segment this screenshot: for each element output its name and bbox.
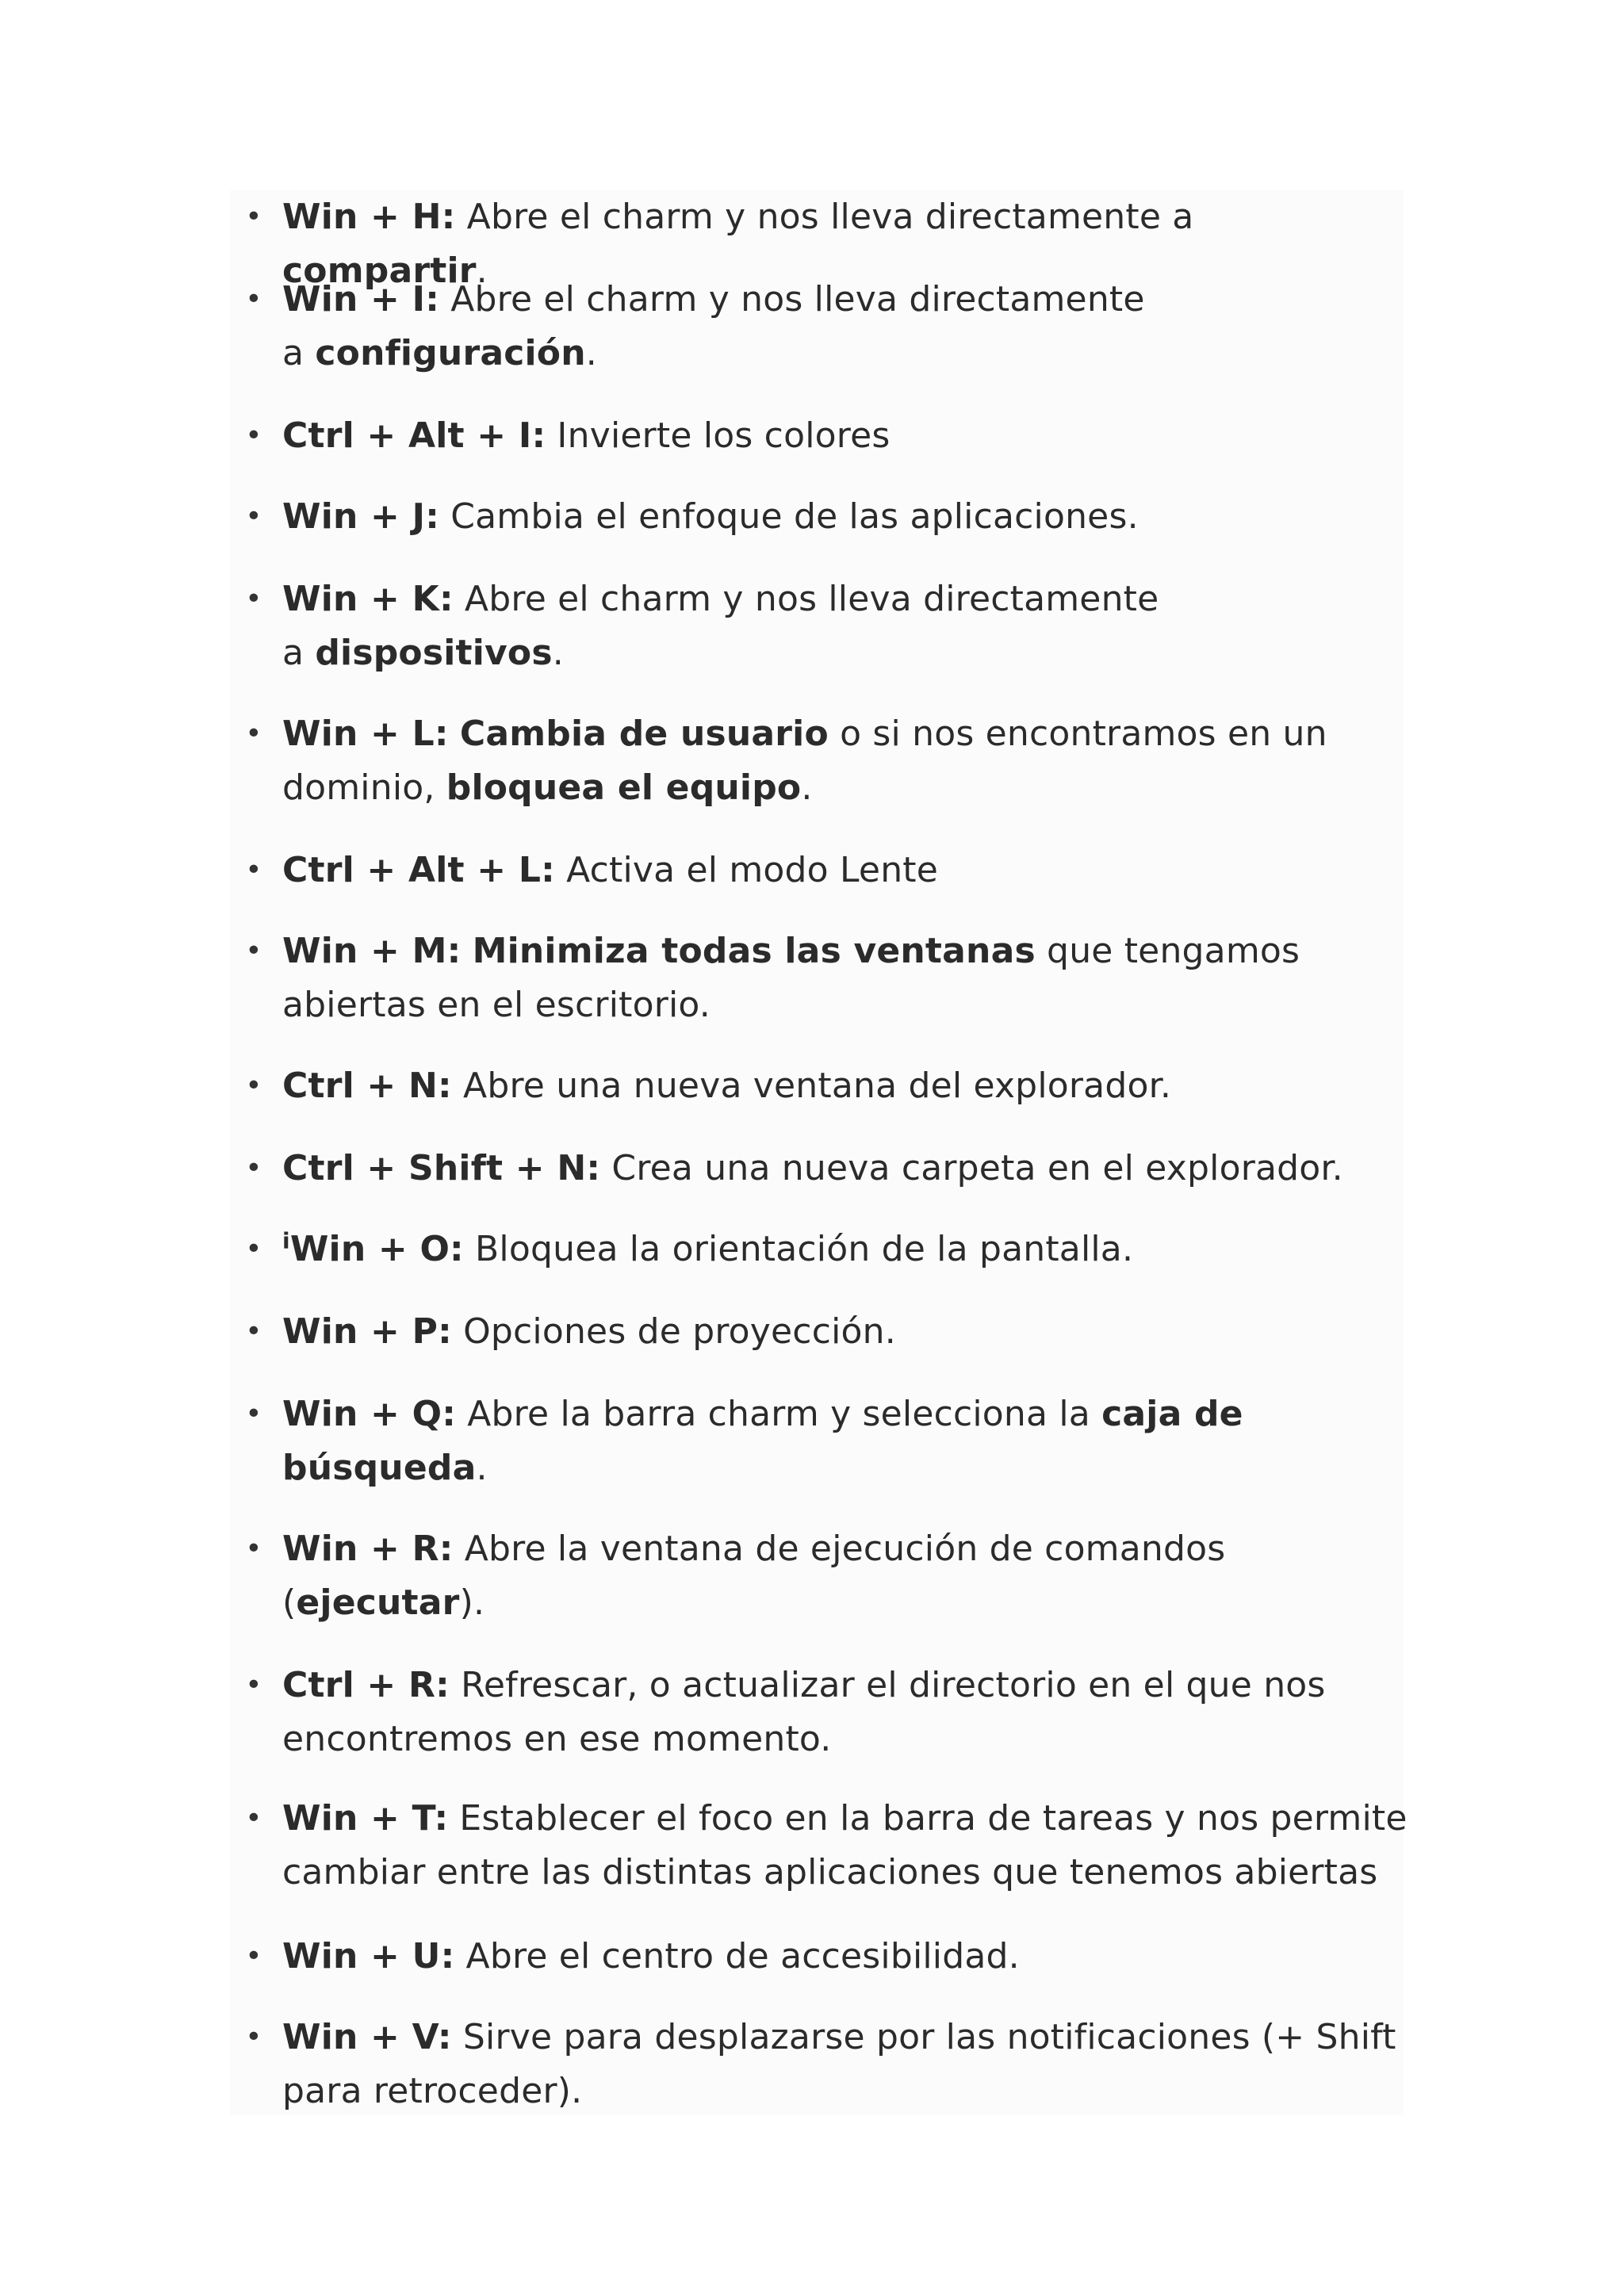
- description-text: Abre el centro de accesibilidad.: [454, 1936, 1020, 1976]
- bullet-icon: •: [245, 1669, 262, 1701]
- shortcut-keys: Win + P:: [282, 1311, 452, 1352]
- bullet-icon: •: [245, 2021, 262, 2053]
- description-text: Cambia el enfoque de las aplicaciones.: [439, 496, 1139, 537]
- emphasis-text: dispositivos: [315, 633, 553, 673]
- shortcut-text: [282, 1142, 1408, 1196]
- shortcut-text: [282, 409, 1408, 463]
- shortcut-text: [282, 273, 1408, 381]
- description-text: Abre la barra charm y selecciona la: [456, 1394, 1102, 1434]
- description-text: a: [282, 333, 316, 373]
- shortcut-text: [282, 2011, 1408, 2118]
- description-text: a: [282, 633, 316, 673]
- shortcut-text: [282, 707, 1408, 815]
- shortcut-text: [282, 1659, 1408, 1766]
- footnote-mark: i: [282, 1227, 290, 1254]
- description-text: para retroceder).: [282, 2071, 583, 2111]
- description-text: [449, 714, 460, 754]
- shortcut-keys: Win + Q:: [282, 1394, 457, 1434]
- description-text: .: [585, 333, 597, 373]
- bullet-icon: •: [245, 1398, 262, 1430]
- description-text: que tengamos: [1035, 931, 1300, 971]
- bullet-icon: •: [245, 201, 262, 233]
- description-text: Crea una nueva carpeta en el explorador.: [600, 1148, 1343, 1188]
- description-text: Abre el charm y nos lleva directamente: [453, 579, 1159, 619]
- shortcut-keys: Win + T:: [282, 1798, 449, 1839]
- bullet-icon: •: [245, 583, 262, 615]
- bullet-icon: •: [245, 1233, 262, 1265]
- emphasis-text: Win + O:: [289, 1229, 464, 1269]
- description-text: cambiar entre las distintas aplicaciones que tenemos abiertas: [282, 1852, 1378, 1892]
- shortcut-text: [282, 924, 1408, 1032]
- description-text: Abre el charm y nos lleva directamente: [439, 279, 1145, 320]
- description-text: .: [476, 1448, 488, 1488]
- description-text: Opciones de proyección.: [451, 1311, 896, 1352]
- description-text: Sirve para desplazarse por las notificaciones (+ Shift: [451, 2017, 1396, 2057]
- emphasis-text: caja de: [1101, 1394, 1243, 1434]
- shortcut-text: [282, 1305, 1408, 1359]
- emphasis-text: Minimiza todas las ventanas: [472, 931, 1036, 971]
- shortcut-text: [282, 1792, 1408, 1900]
- bullet-icon: •: [245, 1152, 262, 1184]
- emphasis-text: Cambia de usuario: [459, 714, 829, 754]
- description-text: Bloquea la orientación de la pantalla.: [463, 1229, 1134, 1269]
- shortcut-keys: Ctrl + R:: [282, 1665, 450, 1705]
- description-text: .: [552, 633, 564, 673]
- shortcut-keys: Win + V:: [282, 2017, 452, 2057]
- description-text: encontremos en ese momento.: [282, 1719, 832, 1759]
- description-text: Activa el modo Lente: [554, 850, 939, 890]
- shortcut-keys: Win + K:: [282, 579, 454, 619]
- bullet-icon: •: [245, 935, 262, 967]
- description-text: o si nos encontramos en un: [828, 714, 1327, 754]
- shortcut-keys: Win + I:: [282, 279, 440, 320]
- description-text: abiertas en el escritorio.: [282, 985, 710, 1025]
- description-text: Invierte los colores: [546, 415, 891, 456]
- bullet-icon: •: [245, 1070, 262, 1102]
- shortcut-keys: Win + R:: [282, 1529, 454, 1569]
- bullet-icon: •: [245, 1533, 262, 1565]
- description-text: ).: [459, 1582, 485, 1623]
- emphasis-text: bloquea el equipo: [446, 767, 802, 808]
- document-content: [230, 190, 1408, 2115]
- emphasis-text: búsqueda: [282, 1448, 477, 1488]
- bullet-icon: •: [245, 1315, 262, 1348]
- shortcut-keys: Ctrl + N:: [282, 1066, 452, 1106]
- shortcut-keys: Win + M:: [282, 931, 462, 971]
- description-text: Abre la ventana de ejecución de comandos: [453, 1529, 1226, 1569]
- bullet-icon: •: [245, 854, 262, 886]
- shortcut-text: [282, 1522, 1408, 1630]
- shortcut-keys: Ctrl + Alt + I:: [282, 415, 546, 456]
- shortcut-keys: Win + U:: [282, 1936, 455, 1976]
- shortcut-text: [282, 1387, 1408, 1495]
- shortcut-keys: Ctrl + Alt + L:: [282, 850, 555, 890]
- emphasis-text: configuración: [315, 333, 586, 373]
- shortcut-text: [282, 572, 1408, 680]
- shortcut-text: [282, 1930, 1408, 1984]
- bullet-icon: •: [245, 283, 262, 316]
- description-text: .: [801, 767, 813, 808]
- bullet-icon: •: [245, 1940, 262, 1973]
- emphasis-text: ejecutar: [296, 1582, 460, 1623]
- shortcut-keys: Ctrl + Shift + N:: [282, 1148, 601, 1188]
- bullet-icon: •: [245, 1802, 262, 1835]
- description-text: Abre una nueva ventana del explorador.: [451, 1066, 1172, 1106]
- description-text: Establecer el foco en la barra de tareas y nos permite: [448, 1798, 1408, 1839]
- bullet-icon: •: [245, 500, 262, 533]
- description-text: Abre el charm y nos lleva directamente a: [455, 197, 1194, 237]
- shortcut-keys: Win + L:: [282, 714, 449, 754]
- description-text: dominio,: [282, 767, 446, 808]
- shortcut-keys: Win + H:: [282, 197, 456, 237]
- shortcut-text: [282, 1059, 1408, 1113]
- description-text: Refrescar, o actualizar el directorio en el que nos: [449, 1665, 1326, 1705]
- description-text: .: [476, 251, 488, 291]
- bullet-icon: •: [245, 718, 262, 750]
- shortcut-text: [282, 844, 1408, 897]
- emphasis-text: compartir: [282, 251, 477, 291]
- shortcut-keys: Win + J:: [282, 496, 440, 537]
- shortcut-text: [282, 1223, 1408, 1276]
- shortcut-text: [282, 490, 1408, 544]
- description-text: [461, 931, 472, 971]
- description-text: (: [282, 1582, 297, 1623]
- bullet-icon: •: [245, 419, 262, 452]
